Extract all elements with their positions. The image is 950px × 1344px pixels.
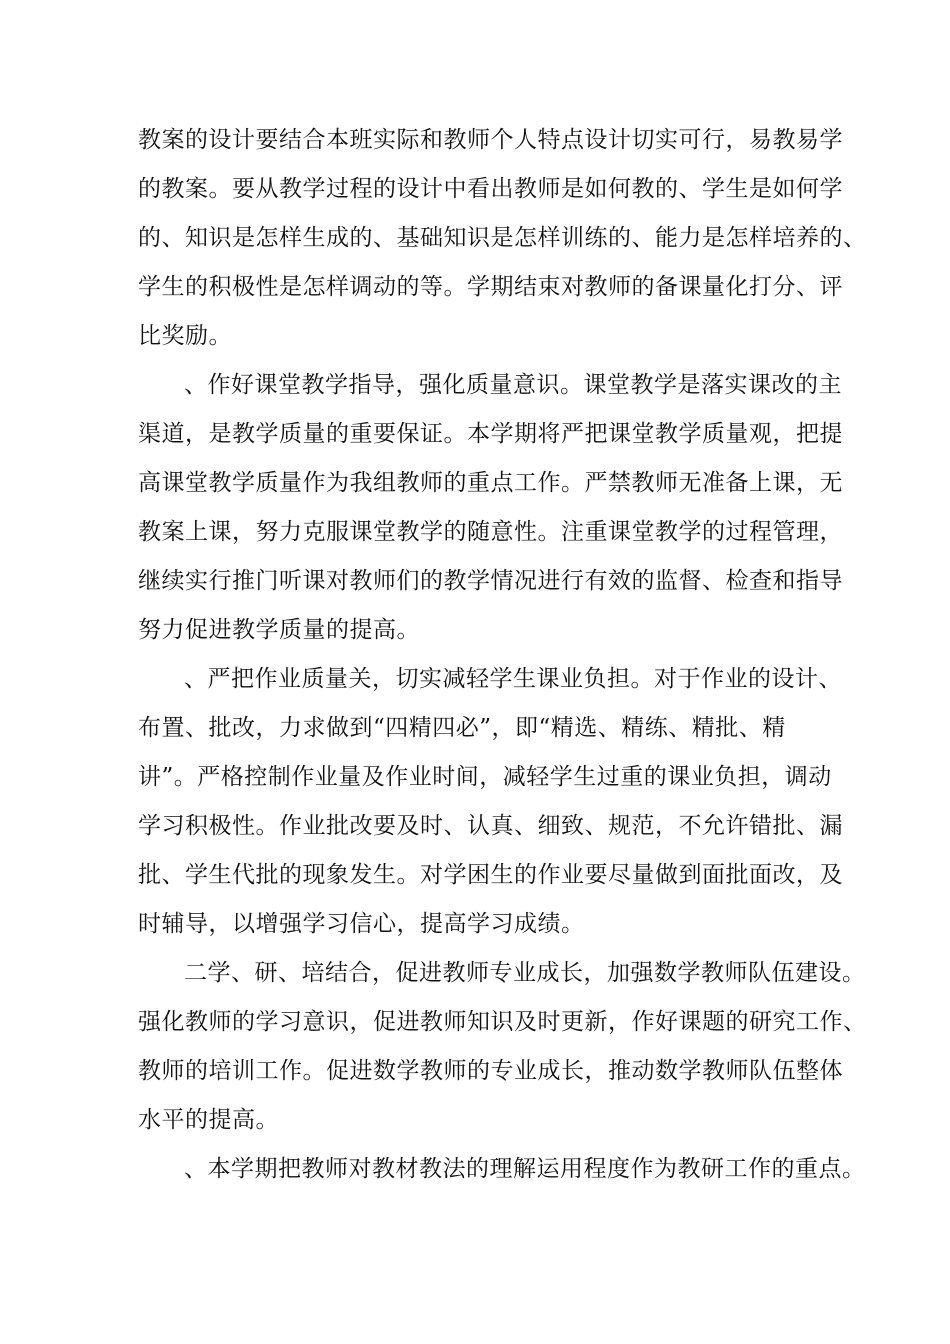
text-line: 高课堂教学质量作为我组教师的重点工作。严禁教师无准备上课，无 — [138, 470, 843, 496]
text-line: 努力促进教学质量的提高。 — [138, 617, 420, 643]
text-line: 教案的设计要结合本班实际和教师个人特点设计切实可行，易教易学 — [138, 127, 843, 153]
text-line: 学习积极性。作业批改要及时、认真、细致、规范，不允许错批、漏 — [138, 813, 843, 839]
paragraph-teacher-growth — [138, 949, 867, 1145]
document-body — [138, 116, 867, 1194]
paragraph-lesson-plan-design — [138, 116, 867, 361]
paragraph-classroom-guidance — [138, 361, 843, 655]
text-line: 讲”。严格控制作业量及作业时间，减轻学生过重的课业负担，调动 — [138, 764, 832, 790]
text-line: 的教案。要从教学过程的设计中看出教师是如何教的、学生是如何学 — [138, 176, 843, 202]
text-line: 时辅导，以增强学习信心，提高学习成绩。 — [138, 911, 585, 937]
text-line: 布置、批改，力求做到“四精四必”，即“精选、精练、精批、精 — [138, 715, 786, 741]
text-line: 、本学期把教师对教材教法的理解运用程度作为教研工作的重点。 — [184, 1156, 866, 1182]
text-line: 的、知识是怎样生成的、基础知识是怎样训练的、能力是怎样培养的、 — [138, 225, 867, 251]
text-line: 、严把作业质量关，切实减轻学生课业负担。对于作业的设计、 — [184, 666, 842, 692]
text-line: 学生的积极性是怎样调动的等。学期结束对教师的备课量化打分、评 — [138, 274, 843, 300]
text-line: 比奖励。 — [138, 323, 232, 349]
text-line: 水平的提高。 — [138, 1107, 279, 1133]
paragraph-homework-quality — [138, 655, 843, 949]
text-line: 继续实行推门听课对教师们的教学情况进行有效的监督、检查和指导 — [138, 568, 843, 594]
text-line: 批、学生代批的现象发生。对学困生的作业要尽量做到面批面改，及 — [138, 862, 843, 888]
paragraph-teaching-research — [138, 1145, 866, 1194]
text-line: 教案上课，努力克服课堂教学的随意性。注重课堂教学的过程管理， — [138, 519, 843, 545]
text-line: 二学、研、培结合，促进教师专业成长，加强数学教师队伍建设。 — [184, 960, 866, 986]
text-line: 、作好课堂教学指导，强化质量意识。课堂教学是落实课改的主 — [184, 372, 842, 398]
text-line: 强化教师的学习意识，促进教师知识及时更新，作好课题的研究工作、 — [138, 1009, 867, 1035]
text-line: 教师的培训工作。促进数学教师的专业成长，推动数学教师队伍整体 — [138, 1058, 843, 1084]
text-line: 渠道，是教学质量的重要保证。本学期将严把课堂教学质量观，把提 — [138, 421, 843, 447]
